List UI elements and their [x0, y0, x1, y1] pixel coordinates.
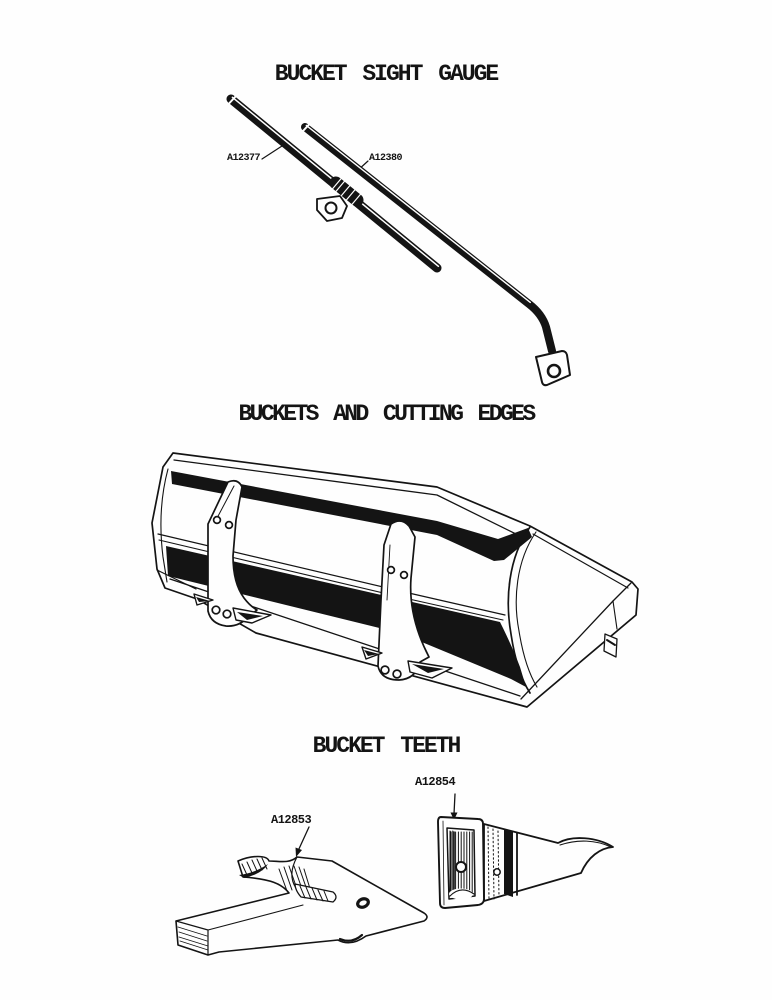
gauge-rod-a12377 — [230, 96, 439, 268]
pin-hole — [456, 862, 466, 872]
bucket-figure — [120, 445, 680, 720]
part-label-a12854: A12854 — [415, 775, 456, 789]
gauge-rod-a12380 — [303, 124, 552, 351]
leader-a12853 — [296, 827, 310, 857]
part-label-a12380: A12380 — [369, 153, 403, 164]
title-bucket-teeth: BUCKET TEETH — [312, 733, 460, 759]
sight-gauge-figure — [200, 88, 580, 390]
title-buckets-and-cutting-edges: BUCKETS AND CUTTING EDGES — [238, 401, 534, 427]
tooth-shank-a12853 — [176, 857, 427, 956]
part-label-a12377: A12377 — [227, 153, 261, 164]
leader-a12854 — [451, 794, 458, 820]
tooth-point-a12854 — [438, 817, 613, 908]
gauge-mounting-bracket-icon — [317, 196, 347, 221]
gauge-eyelet-end-icon — [536, 351, 570, 385]
title-bucket-sight-gauge: BUCKET SIGHT GAUGE — [274, 61, 498, 87]
bucket-teeth-figure — [150, 775, 630, 975]
leader-a12377 — [262, 146, 282, 159]
part-label-a12853: A12853 — [271, 813, 312, 827]
